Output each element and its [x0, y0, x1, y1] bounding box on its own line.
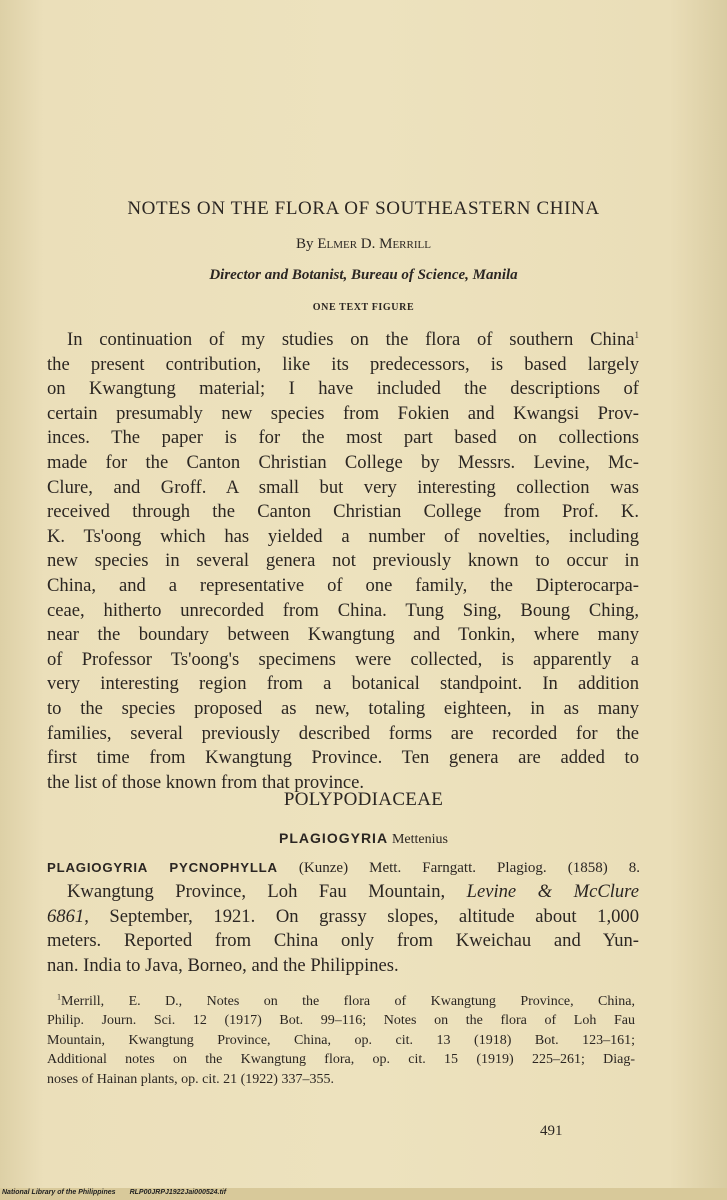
paragraph-line: Kwangtung Province, Loh Fau Mountain, Levine & McClure	[67, 881, 639, 902]
paragraph-line: Clure, and Groff. A small but very interesting collection was	[47, 476, 639, 498]
footnote-reference: 1	[634, 329, 639, 340]
paragraph-line: very interesting region from a botanical standpoint. In addition	[47, 673, 639, 695]
genus-heading	[0, 830, 727, 848]
species-entry	[47, 860, 640, 877]
paragraph-line: inces. The paper is for the most part based on collections	[47, 427, 639, 449]
byline	[0, 236, 727, 253]
paragraph-line: certain presumably new species from Fokien and Kwangsi Prov-	[47, 402, 639, 424]
footnote-line: Additional notes on the Kwangtung flora, op. cit. 15 (1919) 225–261; Diag-	[47, 1052, 635, 1068]
genus-authority: Mettenius	[391, 832, 448, 847]
species-line	[47, 860, 640, 877]
scan-credit	[2, 1189, 226, 1196]
paragraph-line: In continuation of my studies on the flora of southern China$^1$	[67, 329, 639, 350]
paragraph-line: the list of those known from that province.	[47, 771, 365, 793]
footnote-line: $^1$Merrill, E. D., Notes on the flora of Kwangtung Province, China,	[57, 992, 635, 1009]
specimen-paragraph	[47, 880, 639, 978]
paragraph-line: of Professor Ts'oong's specimens were collected, is apparently a	[47, 648, 639, 670]
specimen-number: 6861	[47, 905, 85, 927]
author-name: Elmer D. Merrill	[317, 236, 431, 252]
paragraph-line: made for the Canton Christian College by Messrs. Levine, Mc-	[47, 451, 639, 473]
paragraph-line: new species in several genera not previously known to occur in	[47, 550, 639, 572]
byline-prefix: By	[296, 236, 314, 252]
footnote-line: Mountain, Kwangtung Province, China, op. cit. 13 (1918) Bot. 123–161;	[47, 1032, 635, 1048]
genus-name: PLAGIOGYRIA	[279, 830, 389, 846]
intro-paragraph	[47, 328, 639, 795]
paragraph-line: on Kwangtung material; I have included the descriptions of	[47, 378, 639, 400]
paragraph-line: the present contribution, like its predecessors, is based largely	[47, 353, 639, 375]
paragraph-line: families, several previously described forms are recorded for the	[47, 722, 639, 744]
author-affiliation: Director and Botanist, Bureau of Science, Manila	[209, 267, 518, 283]
species-citation: (Kunze) Mett. Farngatt. Plagiog. (1858) 8.	[298, 860, 641, 876]
paragraph-line: K. Ts'oong which has yielded a number of novelties, including	[47, 525, 639, 547]
page-number: 491	[540, 1123, 563, 1139]
species-name: PLAGIOGYRIA PYCNOPHYLLA	[47, 860, 278, 875]
paragraph-line: nan. India to Java, Borneo, and the Philippines.	[47, 954, 399, 976]
family-heading: POLYPODIACEAE	[283, 789, 444, 810]
article-title: NOTES ON THE FLORA OF SOUTHEASTERN CHINA	[127, 198, 600, 219]
footnote-line: Philip. Journ. Sci. 12 (1917) Bot. 99–116; Notes on the flora of Loh Fau	[47, 1013, 635, 1029]
paragraph-line: near the boundary between Kwangtung and Tonkin, where many	[47, 624, 639, 646]
paragraph-line: to the species proposed as new, totaling eighteen, in as many	[47, 697, 639, 719]
paragraph-line: meters. Reported from China only from Kweichau and Yun-	[47, 930, 639, 952]
scan-library: National Library of the Philippines	[2, 1189, 116, 1196]
footnote	[47, 992, 635, 1089]
paragraph-line: first time from Kwangtung Province. Ten genera are added to	[47, 747, 639, 769]
paragraph-line: received through the Canton Christian College from Prof. K.	[47, 501, 639, 523]
footnote-line: noses of Hainan plants, op. cit. 21 (1922) 337–355.	[47, 1071, 334, 1087]
paragraph-line: China, and a representative of one family, the Dipterocarpa-	[47, 574, 639, 596]
figure-note: ONE TEXT FIGURE	[312, 302, 415, 313]
scan-file: RLP00JRPJ1922Jai000524.tif	[129, 1189, 227, 1196]
paragraph-line: 6861, September, 1921. On grassy slopes, altitude about 1,000	[47, 905, 639, 927]
footnote-marker: 1	[57, 992, 61, 1002]
paragraph-line: ceae, hitherto unrecorded from China. Tung Sing, Boung Ching,	[47, 599, 639, 621]
collectors: Levine & McClure	[466, 881, 639, 902]
